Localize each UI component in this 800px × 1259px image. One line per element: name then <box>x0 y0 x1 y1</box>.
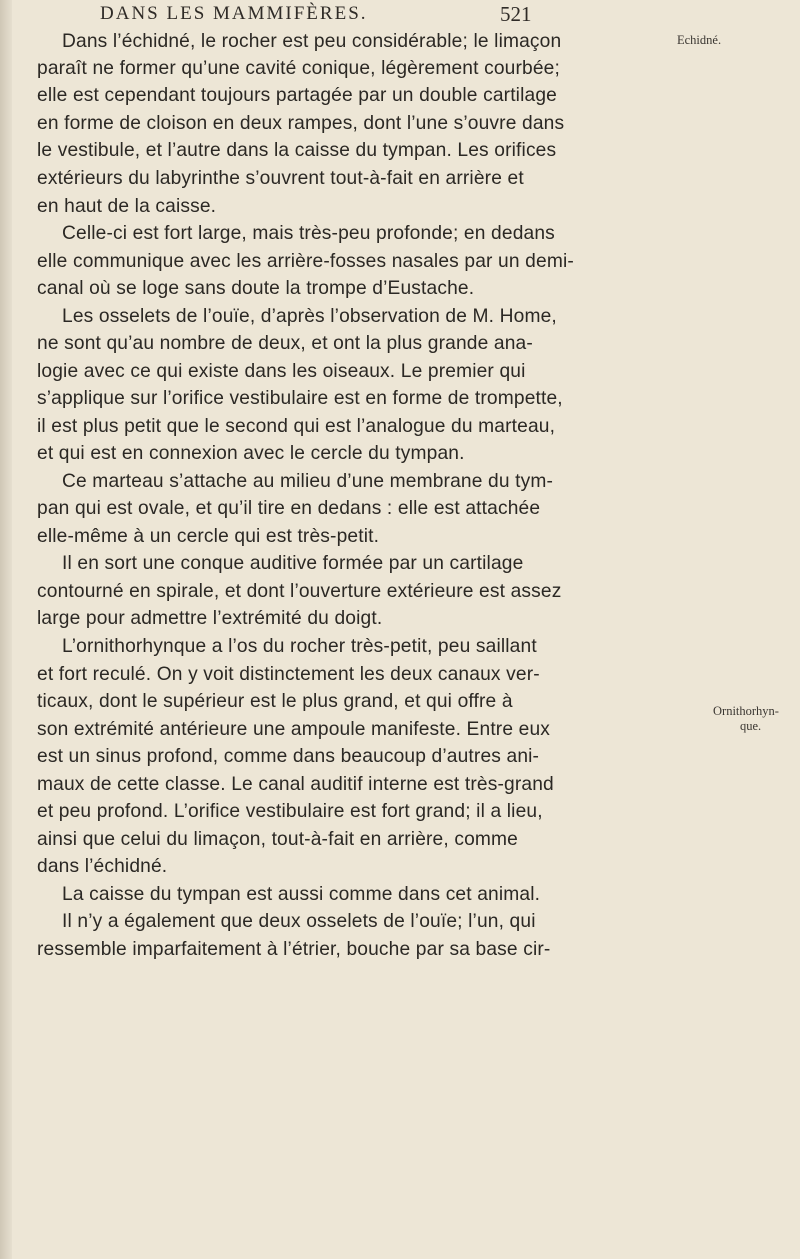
text-line: son extrémité antérieure une ampoule manifeste. Entre eux <box>37 719 551 740</box>
margin-note-ornithorhynque: Ornithorhyn- <box>713 704 779 718</box>
text-line: maux de cette classe. Le canal auditif interne est très-grand <box>37 774 554 795</box>
text-line: Il en sort une conque auditive formée par un cartilage <box>62 553 524 574</box>
text-line: extérieurs du labyrinthe s’ouvrent tout-à-fait en arrière et <box>37 168 524 189</box>
text-line: pan qui est ovale, et qu’il tire en dedans : elle est attachée <box>37 498 541 519</box>
text-line: il est plus petit que le second qui est l’analogue du marteau, <box>37 416 556 437</box>
text-line: paraît ne former qu’une cavité conique, légèrement courbée; <box>37 58 560 79</box>
text-line: elle est cependant toujours partagée par un double cartilage <box>37 85 557 106</box>
text-line: en haut de la caisse. <box>37 196 217 217</box>
text-line: Celle-ci est fort large, mais très-peu profonde; en dedans <box>62 223 555 244</box>
text-line: est un sinus profond, comme dans beaucoup d’autres ani- <box>37 746 540 767</box>
text-line: et fort reculé. On y voit distinctement les deux canaux ver- <box>37 664 540 685</box>
text-line: La caisse du tympan est aussi comme dans cet animal. <box>62 884 541 905</box>
text-line: canal où se loge sans doute la trompe d’Eustache. <box>37 278 475 299</box>
text-line: et qui est en connexion avec le cercle du tympan. <box>37 443 465 464</box>
running-title: DANS LES MAMMIFÈRES. <box>100 3 368 24</box>
text-line: et peu profond. L’orifice vestibulaire est fort grand; il a lieu, <box>37 801 543 822</box>
text-line: dans l’échidné. <box>37 856 168 877</box>
text-line: ainsi que celui du limaçon, tout-à-fait en arrière, comme <box>37 829 518 850</box>
page-edge <box>0 0 12 1259</box>
text-line: contourné en spirale, et dont l’ouverture extérieure est assez <box>37 581 562 602</box>
text-line: s’applique sur l’orifice vestibulaire est en forme de trompette, <box>37 388 563 409</box>
text-line: logie avec ce qui existe dans les oiseaux. Le premier qui <box>37 361 526 382</box>
text-line: Ce marteau s’attache au milieu d’une membrane du tym- <box>62 471 554 492</box>
text-line: le vestibule, et l’autre dans la caisse du tympan. Les orifices <box>37 140 557 161</box>
text-line: ticaux, dont le supérieur est le plus grand, et qui offre à <box>37 691 513 712</box>
text-line: ressemble imparfaitement à l’étrier, bouche par sa base cir- <box>37 939 551 960</box>
text-line: en forme de cloison en deux rampes, dont l’une s’ouvre dans <box>37 113 565 134</box>
running-header <box>0 3 800 29</box>
margin-note-echidne: Echidné. <box>677 33 722 47</box>
text-line: elle communique avec les arrière-fosses nasales par un demi- <box>37 251 574 272</box>
text-line: Les osselets de l’ouïe, d’après l’observation de M. Home, <box>62 306 557 327</box>
text-line: Dans l’échidné, le rocher est peu considérable; le limaçon <box>62 31 562 52</box>
text-line: ne sont qu’au nombre de deux, et ont la plus grande ana- <box>37 333 533 354</box>
text-line: L’ornithorhynque a l’os du rocher très-petit, peu saillant <box>62 636 537 657</box>
text-line: elle-même à un cercle qui est très-petit. <box>37 526 380 547</box>
page-number: 521 <box>500 2 532 26</box>
margin-note-ornithorhynque-cont: que. <box>740 719 762 733</box>
text-line: Il n’y a également que deux osselets de l’ouïe; l’un, qui <box>62 911 536 932</box>
text-line: large pour admettre l’extrémité du doigt. <box>37 608 383 629</box>
